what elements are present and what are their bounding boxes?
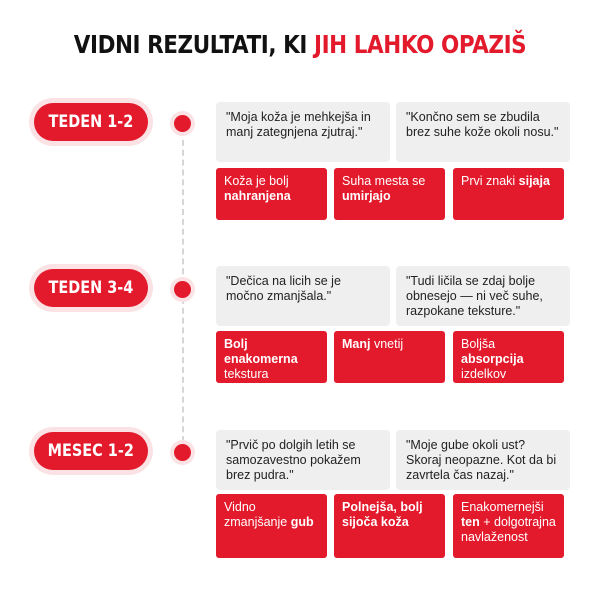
- result-card: Bolj enakomerna tekstura: [216, 331, 327, 383]
- timeline-dot: [174, 444, 191, 461]
- testimonial-quote: "Tudi ličila se zdaj bolje obnesejo — ni več suhe, razpokane teksture.": [396, 266, 570, 326]
- result-card: Boljša absorpcija izdelkov: [453, 331, 564, 383]
- timeline-dot: [174, 115, 191, 132]
- testimonial-quote: "Prvič po dolgih letih se samozavestno pokažem brez pudra.": [216, 430, 390, 490]
- result-card: Suha mesta se umirjajo: [334, 168, 445, 220]
- testimonial-quote: "Moja koža je mehkejša in manj zategnjena zjutraj.": [216, 102, 390, 162]
- stage-label-month-1-2: MESEC 1-2: [34, 432, 148, 470]
- result-card: Manj vnetij: [334, 331, 445, 383]
- page-title: [42, 30, 558, 59]
- title-main: VIDNI REZULTATI, KI: [73, 30, 315, 59]
- result-card: Koža je bolj nahranjena: [216, 168, 327, 220]
- result-card: Vidno zmanjšanje gub: [216, 494, 327, 558]
- title-accent: JIH LAHKO OPAZIŠ: [314, 30, 527, 59]
- result-card: Prvi znaki sijaja: [453, 168, 564, 220]
- testimonial-quote: "Dečica na licih se je močno zmanjšala.": [216, 266, 390, 326]
- stage-label-week-3-4: TEDEN 3-4: [34, 269, 148, 307]
- testimonial-quote: "Končno sem se zbudila brez suhe kože okoli nosu.": [396, 102, 570, 162]
- testimonial-quote: "Moje gube okoli ust? Skoraj neopazne. Kot da bi zavrtela čas nazaj.": [396, 430, 570, 490]
- timeline-dot: [174, 281, 191, 298]
- stage-label-week-1-2: TEDEN 1-2: [34, 103, 148, 141]
- result-card: Enakomernejši ten + dolgotrajna navlaženost: [453, 494, 564, 558]
- result-card: Polnejša, bolj sijoča koža: [334, 494, 445, 558]
